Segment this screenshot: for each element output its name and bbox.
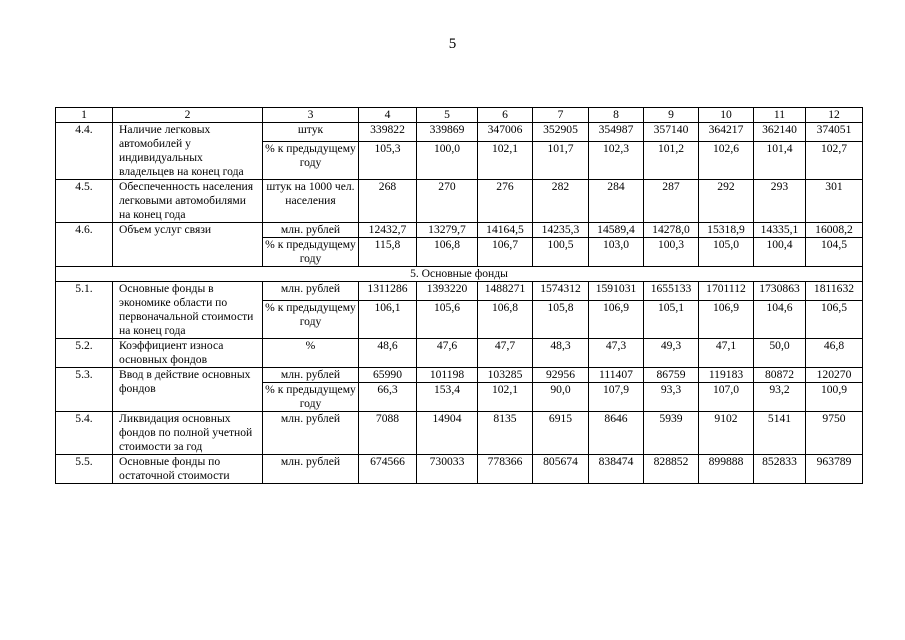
header-cell: 8 bbox=[589, 108, 644, 123]
unit-cell: штук на 1000 чел. населения bbox=[263, 180, 359, 223]
value-cell: 90,0 bbox=[533, 383, 589, 412]
header-row bbox=[56, 108, 863, 123]
value-cell: 46,8 bbox=[806, 339, 863, 368]
header-cell: 3 bbox=[263, 108, 359, 123]
value-cell: 49,3 bbox=[644, 339, 699, 368]
indicator-name: Ввод в действие основных фондов bbox=[113, 368, 263, 412]
value-cell: 828852 bbox=[644, 455, 699, 484]
value-cell: 100,3 bbox=[644, 238, 699, 267]
table-row bbox=[56, 282, 863, 301]
value-cell: 15318,9 bbox=[699, 223, 754, 238]
indicator-code: 5.5. bbox=[56, 455, 113, 484]
header-cell: 11 bbox=[754, 108, 806, 123]
value-cell: 339869 bbox=[417, 123, 478, 142]
value-cell: 50,0 bbox=[754, 339, 806, 368]
value-cell: 5939 bbox=[644, 412, 699, 455]
value-cell: 9750 bbox=[806, 412, 863, 455]
table-row bbox=[56, 455, 863, 484]
value-cell: 107,9 bbox=[589, 383, 644, 412]
unit-cell: % к предыдущему году bbox=[263, 238, 359, 267]
table-row bbox=[56, 368, 863, 383]
value-cell: 102,1 bbox=[478, 142, 533, 180]
value-cell: 1311286 bbox=[359, 282, 417, 301]
value-cell: 102,7 bbox=[806, 142, 863, 180]
value-cell: 100,0 bbox=[417, 142, 478, 180]
indicator-code: 4.6. bbox=[56, 223, 113, 267]
value-cell: 47,6 bbox=[417, 339, 478, 368]
value-cell: 8646 bbox=[589, 412, 644, 455]
value-cell: 106,8 bbox=[417, 238, 478, 267]
value-cell: 102,3 bbox=[589, 142, 644, 180]
value-cell: 153,4 bbox=[417, 383, 478, 412]
value-cell: 282 bbox=[533, 180, 589, 223]
header-cell: 7 bbox=[533, 108, 589, 123]
section-heading: 5. Основные фонды bbox=[56, 267, 863, 282]
value-cell: 65990 bbox=[359, 368, 417, 383]
value-cell: 103285 bbox=[478, 368, 533, 383]
value-cell: 48,3 bbox=[533, 339, 589, 368]
value-cell: 100,9 bbox=[806, 383, 863, 412]
value-cell: 13279,7 bbox=[417, 223, 478, 238]
table-body bbox=[56, 108, 863, 484]
indicator-name: Наличие легковых автомобилей у индивидуальных владельцев на конец года bbox=[113, 123, 263, 180]
value-cell: 105,3 bbox=[359, 142, 417, 180]
value-cell: 14335,1 bbox=[754, 223, 806, 238]
unit-cell: % к предыдущему году bbox=[263, 142, 359, 180]
value-cell: 106,9 bbox=[589, 301, 644, 339]
unit-cell: млн. рублей bbox=[263, 282, 359, 301]
value-cell: 115,8 bbox=[359, 238, 417, 267]
table-row bbox=[56, 180, 863, 223]
value-cell: 362140 bbox=[754, 123, 806, 142]
table-row bbox=[56, 223, 863, 238]
value-cell: 47,1 bbox=[699, 339, 754, 368]
value-cell: 104,5 bbox=[806, 238, 863, 267]
table-row bbox=[56, 123, 863, 142]
value-cell: 104,6 bbox=[754, 301, 806, 339]
indicator-code: 5.4. bbox=[56, 412, 113, 455]
value-cell: 105,6 bbox=[417, 301, 478, 339]
value-cell: 301 bbox=[806, 180, 863, 223]
value-cell: 16008,2 bbox=[806, 223, 863, 238]
value-cell: 12432,7 bbox=[359, 223, 417, 238]
value-cell: 100,5 bbox=[533, 238, 589, 267]
value-cell: 284 bbox=[589, 180, 644, 223]
value-cell: 14235,3 bbox=[533, 223, 589, 238]
value-cell: 1701112 bbox=[699, 282, 754, 301]
value-cell: 963789 bbox=[806, 455, 863, 484]
table-row bbox=[56, 339, 863, 368]
value-cell: 105,0 bbox=[699, 238, 754, 267]
indicator-name: Обеспеченность населения легковыми автомобилями на конец года bbox=[113, 180, 263, 223]
value-cell: 48,6 bbox=[359, 339, 417, 368]
value-cell: 93,2 bbox=[754, 383, 806, 412]
value-cell: 107,0 bbox=[699, 383, 754, 412]
value-cell: 276 bbox=[478, 180, 533, 223]
value-cell: 899888 bbox=[699, 455, 754, 484]
value-cell: 119183 bbox=[699, 368, 754, 383]
value-cell: 93,3 bbox=[644, 383, 699, 412]
value-cell: 101198 bbox=[417, 368, 478, 383]
value-cell: 347006 bbox=[478, 123, 533, 142]
value-cell: 730033 bbox=[417, 455, 478, 484]
unit-cell: млн. рублей bbox=[263, 368, 359, 383]
header-cell: 12 bbox=[806, 108, 863, 123]
unit-cell: млн. рублей bbox=[263, 455, 359, 484]
header-cell: 5 bbox=[417, 108, 478, 123]
header-cell: 1 bbox=[56, 108, 113, 123]
statistics-table bbox=[55, 107, 863, 484]
header-cell: 2 bbox=[113, 108, 263, 123]
value-cell: 103,0 bbox=[589, 238, 644, 267]
value-cell: 270 bbox=[417, 180, 478, 223]
indicator-name: Основные фонды в экономике области по первоначальной стоимости на конец года bbox=[113, 282, 263, 339]
header-cell: 9 bbox=[644, 108, 699, 123]
value-cell: 674566 bbox=[359, 455, 417, 484]
value-cell: 287 bbox=[644, 180, 699, 223]
value-cell: 1730863 bbox=[754, 282, 806, 301]
value-cell: 9102 bbox=[699, 412, 754, 455]
value-cell: 292 bbox=[699, 180, 754, 223]
value-cell: 80872 bbox=[754, 368, 806, 383]
header-cell: 6 bbox=[478, 108, 533, 123]
value-cell: 778366 bbox=[478, 455, 533, 484]
unit-cell: штук bbox=[263, 123, 359, 142]
value-cell: 106,5 bbox=[806, 301, 863, 339]
value-cell: 111407 bbox=[589, 368, 644, 383]
value-cell: 1655133 bbox=[644, 282, 699, 301]
value-cell: 1591031 bbox=[589, 282, 644, 301]
indicator-name: Объем услуг связи bbox=[113, 223, 263, 267]
indicator-name: Коэффициент износа основных фондов bbox=[113, 339, 263, 368]
value-cell: 92956 bbox=[533, 368, 589, 383]
value-cell: 86759 bbox=[644, 368, 699, 383]
value-cell: 5141 bbox=[754, 412, 806, 455]
value-cell: 352905 bbox=[533, 123, 589, 142]
unit-cell: % bbox=[263, 339, 359, 368]
unit-cell: % к предыдущему году bbox=[263, 383, 359, 412]
value-cell: 106,7 bbox=[478, 238, 533, 267]
value-cell: 7088 bbox=[359, 412, 417, 455]
value-cell: 354987 bbox=[589, 123, 644, 142]
value-cell: 14589,4 bbox=[589, 223, 644, 238]
value-cell: 293 bbox=[754, 180, 806, 223]
value-cell: 101,4 bbox=[754, 142, 806, 180]
value-cell: 1488271 bbox=[478, 282, 533, 301]
value-cell: 106,9 bbox=[699, 301, 754, 339]
value-cell: 102,6 bbox=[699, 142, 754, 180]
indicator-code: 4.4. bbox=[56, 123, 113, 180]
value-cell: 47,3 bbox=[589, 339, 644, 368]
value-cell: 357140 bbox=[644, 123, 699, 142]
value-cell: 105,8 bbox=[533, 301, 589, 339]
value-cell: 66,3 bbox=[359, 383, 417, 412]
value-cell: 106,8 bbox=[478, 301, 533, 339]
value-cell: 14278,0 bbox=[644, 223, 699, 238]
indicator-code: 5.3. bbox=[56, 368, 113, 412]
indicator-code: 5.1. bbox=[56, 282, 113, 339]
indicator-code: 4.5. bbox=[56, 180, 113, 223]
unit-cell: млн. рублей bbox=[263, 223, 359, 238]
value-cell: 14904 bbox=[417, 412, 478, 455]
value-cell: 106,1 bbox=[359, 301, 417, 339]
section-row bbox=[56, 267, 863, 282]
value-cell: 120270 bbox=[806, 368, 863, 383]
page-number: 5 bbox=[448, 36, 457, 52]
value-cell: 1393220 bbox=[417, 282, 478, 301]
value-cell: 838474 bbox=[589, 455, 644, 484]
value-cell: 268 bbox=[359, 180, 417, 223]
value-cell: 1574312 bbox=[533, 282, 589, 301]
unit-cell: млн. рублей bbox=[263, 412, 359, 455]
header-cell: 4 bbox=[359, 108, 417, 123]
value-cell: 100,4 bbox=[754, 238, 806, 267]
unit-cell: % к предыдущему году bbox=[263, 301, 359, 339]
value-cell: 8135 bbox=[478, 412, 533, 455]
indicator-code: 5.2. bbox=[56, 339, 113, 368]
value-cell: 101,2 bbox=[644, 142, 699, 180]
value-cell: 14164,5 bbox=[478, 223, 533, 238]
value-cell: 374051 bbox=[806, 123, 863, 142]
value-cell: 47,7 bbox=[478, 339, 533, 368]
value-cell: 364217 bbox=[699, 123, 754, 142]
value-cell: 339822 bbox=[359, 123, 417, 142]
indicator-name: Ликвидация основных фондов по полной учетной стоимости за год bbox=[113, 412, 263, 455]
value-cell: 105,1 bbox=[644, 301, 699, 339]
value-cell: 805674 bbox=[533, 455, 589, 484]
header-cell: 10 bbox=[699, 108, 754, 123]
value-cell: 6915 bbox=[533, 412, 589, 455]
table-row bbox=[56, 412, 863, 455]
value-cell: 101,7 bbox=[533, 142, 589, 180]
indicator-name: Основные фонды по остаточной стоимости bbox=[113, 455, 263, 484]
value-cell: 1811632 bbox=[806, 282, 863, 301]
value-cell: 852833 bbox=[754, 455, 806, 484]
value-cell: 102,1 bbox=[478, 383, 533, 412]
